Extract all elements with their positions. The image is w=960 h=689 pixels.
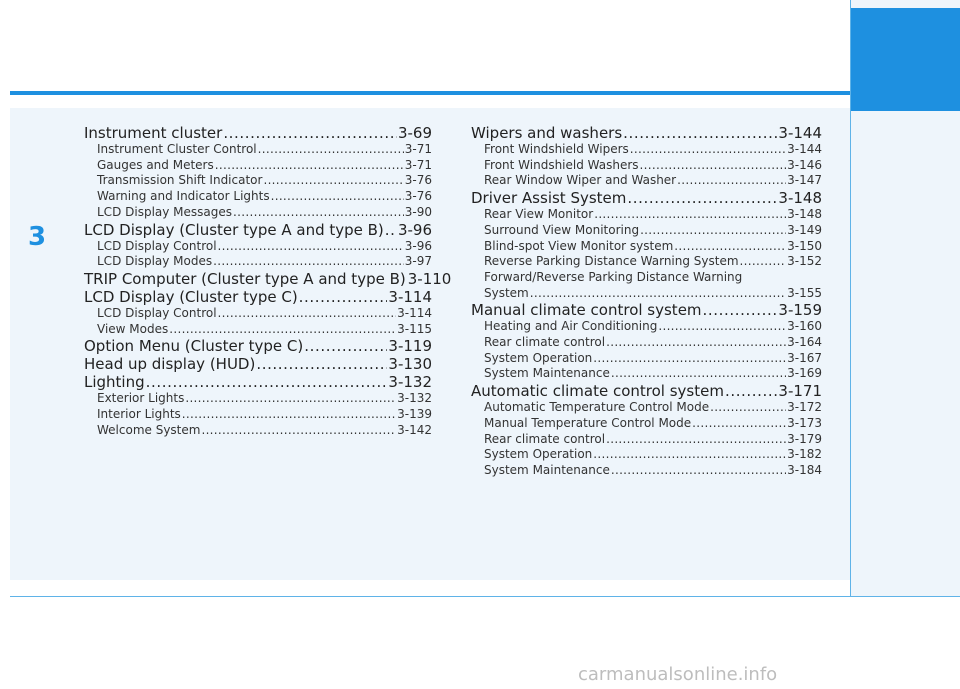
dot-leader — [263, 173, 403, 189]
chapter-tab — [851, 8, 960, 111]
toc-entry-title: LCD Display Modes — [97, 254, 213, 269]
toc-entry-page: 3-132 — [388, 373, 432, 392]
toc-entry-page: 3-132 — [397, 391, 432, 406]
toc-entry-title: Head up display (HUD) — [84, 355, 256, 374]
toc-section-entry[interactable] — [84, 288, 432, 306]
toc-subsection-entry[interactable] — [84, 173, 432, 189]
toc-section-entry[interactable] — [84, 269, 452, 288]
toc-section-entry[interactable] — [471, 301, 822, 319]
toc-entry-page: 3-152 — [787, 254, 822, 269]
toc-entry-title: Reverse Parking Distance Warning System — [484, 254, 739, 269]
toc-entry-title: System Maintenance — [484, 366, 610, 381]
toc-entry-title: LCD Display (Cluster type A and type B) — [84, 220, 384, 239]
toc-subsection-entry[interactable] — [471, 447, 822, 463]
toc-entry-page: 3-150 — [787, 238, 822, 253]
toc-entry-title: LCD Display Control — [97, 238, 217, 253]
toc-entry-title: System — [484, 285, 529, 300]
toc-subsection-entry[interactable] — [84, 391, 432, 407]
toc-subsection-entry[interactable] — [84, 239, 432, 255]
toc-entry-page: 3-76 — [404, 173, 432, 188]
toc-entry-page: 3-164 — [787, 335, 822, 350]
toc-entry-title: Lighting — [84, 373, 145, 392]
toc-entry-title: Rear climate control — [484, 431, 606, 446]
toc-entry-page: 3-184 — [787, 462, 822, 477]
toc-entry-title: LCD Display (Cluster type C) — [84, 287, 298, 306]
toc-entry-page: 3-71 — [404, 157, 432, 172]
dot-leader — [304, 337, 387, 355]
toc-entry-title: Instrument cluster — [84, 124, 223, 142]
toc-subsection-entry[interactable] — [471, 400, 822, 416]
toc-section-entry[interactable] — [471, 189, 822, 207]
toc-entry-page: 3-110 — [407, 269, 452, 288]
toc-entry-title: Rear climate control — [484, 335, 606, 350]
toc-section-entry[interactable] — [84, 373, 432, 391]
toc-entry-page: 3-173 — [787, 415, 822, 430]
toc-entry-page: 3-139 — [397, 407, 432, 422]
toc-entry-page: 3-97 — [404, 254, 432, 269]
toc-subsection-entry[interactable] — [471, 239, 822, 255]
toc-entry-title: Manual Temperature Control Mode — [484, 415, 692, 430]
dot-leader — [233, 205, 404, 221]
dot-leader — [271, 189, 404, 205]
dot-leader — [218, 239, 404, 255]
toc-entry-page: 3-144 — [778, 124, 822, 142]
toc-entry-title: Surround View Monitoring — [484, 222, 640, 237]
toc-entry-continued[interactable]: Forward/Reverse Parking Distance Warning — [484, 269, 743, 284]
toc-entry-page: 3-147 — [787, 173, 822, 188]
toc-entry-page: 3-171 — [778, 382, 822, 401]
toc-subsection-entry[interactable] — [84, 423, 432, 439]
toc-subsection-entry[interactable] — [471, 223, 822, 239]
toc-entry-page: 3-115 — [397, 321, 432, 336]
toc-subsection-entry[interactable] — [471, 142, 822, 158]
toc-section-entry[interactable] — [471, 124, 822, 142]
dot-leader — [185, 391, 396, 407]
toc-subsection-entry[interactable] — [84, 322, 432, 338]
dot-leader — [630, 142, 786, 158]
toc-subsection-entry[interactable] — [471, 286, 822, 302]
toc-subsection-entry[interactable] — [471, 351, 822, 367]
dot-leader — [692, 416, 786, 432]
toc-entry-title: Rear View Monitor — [484, 207, 594, 222]
toc-entry-title: LCD Display Control — [97, 305, 217, 320]
dot-leader — [182, 407, 396, 423]
toc-entry-page: 3-144 — [787, 142, 822, 156]
chapter-number: 3 — [28, 222, 47, 252]
toc-section-entry[interactable] — [471, 382, 822, 400]
toc-entry-page: 3-90 — [404, 204, 432, 219]
toc-entry-title: Front Windshield Wipers — [484, 142, 629, 156]
toc-entry-page: 3-148 — [787, 207, 822, 222]
toc-entry-page: 3-76 — [404, 189, 432, 204]
toc-entry-title: TRIP Computer (Cluster type A and type B) — [84, 269, 406, 288]
toc-entry-page: 3-114 — [397, 305, 432, 320]
toc-entry-page: 3-119 — [388, 337, 432, 356]
toc-entry-title: Exterior Lights — [97, 391, 185, 406]
footer-rule — [10, 596, 960, 597]
toc-entry-title: Warning and Indicator Lights — [97, 189, 270, 204]
toc-entry-title: Manual climate control system — [471, 301, 702, 320]
toc-entry-title: LCD Display Messages — [97, 204, 233, 219]
toc-entry-page: 3-96 — [404, 238, 432, 253]
toc-section-entry[interactable] — [84, 124, 432, 142]
toc-subsection-entry[interactable] — [471, 335, 822, 351]
toc-section-entry[interactable] — [84, 355, 432, 373]
toc-subsection-entry[interactable] — [84, 407, 432, 423]
toc-left-column — [84, 124, 452, 438]
toc-entry-page: 3-142 — [397, 422, 432, 437]
header-rule — [10, 91, 850, 95]
dot-leader — [674, 239, 786, 255]
dot-leader — [658, 319, 786, 335]
toc-entry-page: 3-96 — [397, 220, 432, 239]
toc-entry-title: Automatic climate control system — [471, 382, 724, 401]
toc-entry-title: Welcome System — [97, 422, 201, 437]
toc-subsection-entry[interactable] — [471, 432, 822, 448]
dot-leader — [593, 351, 786, 367]
dot-leader — [201, 423, 396, 439]
toc-subsection-entry[interactable] — [84, 205, 432, 221]
toc-section-entry[interactable] — [84, 221, 432, 239]
dot-leader — [725, 382, 777, 400]
toc-entry-page: 3-182 — [787, 447, 822, 462]
toc-subsection-entry[interactable] — [84, 254, 432, 270]
toc-entry-title: System Maintenance — [484, 462, 610, 477]
toc-entry-title: View Modes — [97, 321, 169, 336]
toc-entry-page: 3-149 — [787, 222, 822, 237]
dot-leader — [611, 463, 786, 479]
dot-leader — [169, 322, 396, 338]
toc-entry-page: 3-172 — [787, 400, 822, 415]
dot-leader — [593, 447, 786, 463]
dot-leader — [611, 366, 786, 382]
toc-entry-page: 3-169 — [787, 366, 822, 381]
toc-subsection-entry[interactable] — [471, 254, 822, 270]
dot-leader — [606, 432, 786, 448]
dot-leader — [146, 373, 388, 391]
toc-entry-page: 3-114 — [388, 287, 432, 306]
toc-subsection-entry[interactable] — [471, 207, 822, 223]
toc-subsection-entry[interactable] — [471, 366, 822, 382]
toc-subsection-entry[interactable] — [471, 463, 822, 479]
toc-entry-title: Instrument Cluster Control — [97, 142, 257, 156]
toc-subsection-entry[interactable] — [471, 319, 822, 335]
dot-leader — [740, 254, 787, 270]
dot-leader — [677, 173, 786, 189]
dot-leader — [640, 223, 786, 239]
toc-entry-page: 3-179 — [787, 431, 822, 446]
dot-leader — [218, 306, 397, 322]
toc-subsection-entry[interactable] — [84, 142, 432, 158]
toc-entry-title: Wipers and washers — [471, 124, 623, 142]
dot-leader — [215, 158, 404, 174]
dot-leader — [530, 286, 786, 302]
toc-entry-page: 3-69 — [397, 124, 432, 142]
watermark: carmanualsonline.info — [578, 664, 778, 685]
dot-leader — [385, 221, 397, 239]
toc-subsection-entry[interactable] — [471, 173, 822, 189]
toc-entry-title: Interior Lights — [97, 407, 181, 422]
dot-leader — [258, 142, 404, 158]
toc-right-column — [471, 124, 822, 479]
toc-entry-title: System Operation — [484, 447, 593, 462]
dot-leader — [623, 124, 777, 142]
toc-entry-page: 3-160 — [787, 319, 822, 334]
toc-entry-page: 3-146 — [787, 157, 822, 172]
toc-entry-title: System Operation — [484, 350, 593, 365]
dot-leader — [299, 288, 388, 306]
dot-leader — [640, 158, 787, 174]
toc-entry-title: Blind-spot View Monitor system — [484, 238, 674, 253]
toc-entry-page: 3-155 — [787, 285, 822, 300]
dot-leader — [256, 355, 387, 373]
toc-entry-page: 3-159 — [778, 301, 822, 320]
toc-entry-title: Heating and Air Conditioning — [484, 319, 658, 334]
toc-entry-page: 3-167 — [787, 350, 822, 365]
dot-leader — [213, 254, 404, 270]
dot-leader — [703, 301, 778, 319]
dot-leader — [594, 207, 786, 223]
dot-leader — [606, 335, 786, 351]
toc-subsection-entry[interactable] — [84, 306, 432, 322]
toc-entry-title: Option Menu (Cluster type C) — [84, 337, 304, 356]
toc-subsection-entry[interactable] — [84, 189, 432, 205]
toc-entry-title: Automatic Temperature Control Mode — [484, 400, 710, 415]
toc-entry-title: Driver Assist System — [471, 189, 627, 208]
toc-subsection-entry[interactable] — [471, 416, 822, 432]
dot-leader — [627, 189, 777, 207]
toc-subsection-entry[interactable] — [84, 158, 432, 174]
dot-leader — [223, 124, 397, 142]
toc-section-entry[interactable] — [84, 337, 432, 355]
toc-entry-page: 3-148 — [778, 189, 822, 208]
toc-entry-title: Transmission Shift Indicator — [97, 173, 263, 188]
toc-subsection-entry[interactable] — [471, 158, 822, 174]
toc-entry-title: Gauges and Meters — [97, 157, 214, 172]
toc-entry-title: Front Windshield Washers — [484, 157, 639, 172]
toc-entry-title: Rear Window Wiper and Washer — [484, 173, 677, 188]
dot-leader — [710, 400, 786, 416]
toc-entry-page: 3-130 — [388, 355, 432, 374]
toc-entry-page: 3-71 — [404, 142, 432, 156]
